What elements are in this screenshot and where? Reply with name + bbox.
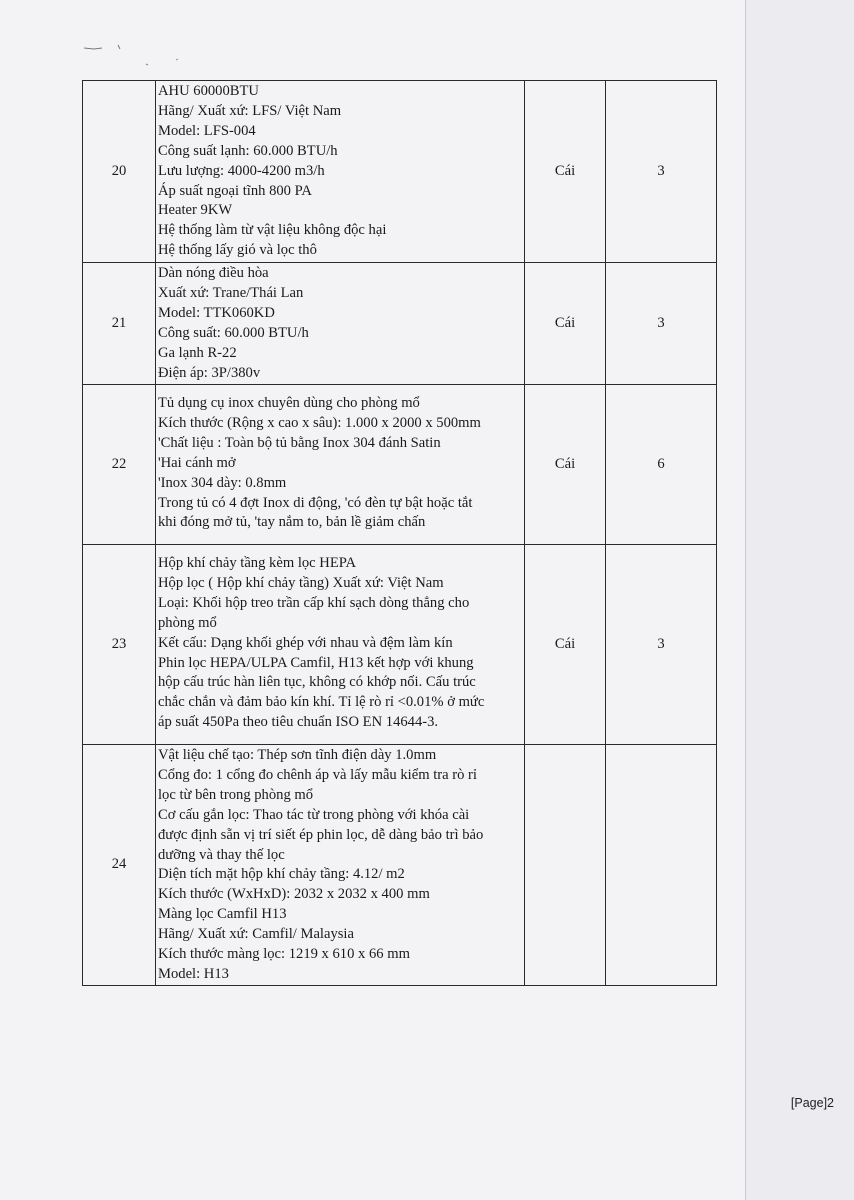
desc-line: Kích thước (Rộng x cao x sâu): 1.000 x 2000 x 500mm bbox=[158, 414, 481, 431]
desc-line: chắc chắn và đảm bảo kín khí. Tỉ lệ rò rỉ <0.01% ở mức bbox=[158, 694, 485, 711]
desc-line: Dàn nóng điều hòa bbox=[158, 265, 269, 281]
equipment-table bbox=[82, 80, 717, 986]
desc-line: Model: TTK060KD bbox=[158, 304, 275, 321]
desc-line: Diện tích mặt hộp khí chảy tầng: 4.12/ m2 bbox=[158, 866, 405, 883]
row-quantity: 3 bbox=[606, 263, 717, 385]
desc-line: Ga lạnh R-22 bbox=[158, 344, 237, 361]
page-margin-shade bbox=[746, 0, 854, 1200]
desc-line: Công suất lạnh: 60.000 BTU/h bbox=[158, 142, 338, 159]
row-unit: Cái bbox=[525, 545, 606, 745]
row-quantity bbox=[606, 745, 717, 986]
desc-line: khi đóng mở tủ, 'tay nắm to, bản lề giảm chấn bbox=[158, 514, 426, 531]
page-edge-line bbox=[745, 0, 746, 1200]
desc-line: 'Hai cánh mở bbox=[158, 454, 236, 471]
row-number: 24 bbox=[83, 745, 156, 986]
row-unit: Cái bbox=[525, 81, 606, 263]
row-number: 22 bbox=[83, 385, 156, 545]
desc-line: Heater 9KW bbox=[158, 202, 233, 219]
row-number: 23 bbox=[83, 545, 156, 745]
desc-line: Hãng/ Xuất xứ: LFS/ Việt Nam bbox=[158, 102, 342, 119]
desc-line: Cơ cấu gắn lọc: Thao tác từ trong phòng với khóa cài bbox=[158, 806, 470, 823]
desc-line: Điện áp: 3P/380v bbox=[158, 364, 261, 381]
desc-line: Áp suất ngoại tĩnh 800 PA bbox=[158, 182, 312, 199]
row-number: 21 bbox=[83, 263, 156, 385]
row-description bbox=[156, 81, 525, 263]
row-quantity: 3 bbox=[606, 545, 717, 745]
desc-line: Tủ dụng cụ inox chuyên dùng cho phòng mổ bbox=[158, 395, 420, 411]
desc-line: Hãng/ Xuất xứ: Camfil/ Malaysia bbox=[158, 926, 354, 943]
row-description bbox=[156, 545, 525, 745]
row-quantity: 3 bbox=[606, 81, 717, 263]
desc-line: được định sẵn vị trí siết ép phin lọc, dễ dàng bảo trì bảo bbox=[158, 826, 484, 843]
row-number: 20 bbox=[83, 81, 156, 263]
desc-line: Cổng đo: 1 cổng đo chênh áp và lấy mẫu kiểm tra rò rỉ bbox=[158, 766, 477, 783]
desc-line: Kích thước (WxHxD): 2032 x 2032 x 400 mm bbox=[158, 886, 430, 903]
row-description bbox=[156, 263, 525, 385]
desc-line: Hệ thống lấy gió và lọc thô bbox=[158, 242, 317, 259]
row-unit: Cái bbox=[525, 263, 606, 385]
desc-line: lọc từ bên trong phòng mổ bbox=[158, 786, 314, 803]
desc-line: Lưu lượng: 4000-4200 m3/h bbox=[158, 162, 325, 179]
desc-line: Vật liệu chế tạo: Thép sơn tĩnh điện dày 1.0mm bbox=[158, 747, 437, 763]
desc-line: Công suất: 60.000 BTU/h bbox=[158, 324, 309, 341]
desc-line: Kích thước màng lọc: 1219 x 610 x 66 mm bbox=[158, 946, 410, 963]
desc-line: 'Chất liệu : Toàn bộ tủ bằng Inox 304 đánh Satin bbox=[158, 434, 441, 451]
desc-line: Model: LFS-004 bbox=[158, 122, 256, 139]
desc-line: Hộp lọc ( Hộp khí chảy tầng) Xuất xứ: Việt Nam bbox=[158, 574, 444, 591]
table-row bbox=[83, 385, 717, 545]
desc-line: Model: H13 bbox=[158, 965, 229, 982]
table-row bbox=[83, 81, 717, 263]
desc-line: dưỡng và thay thế lọc bbox=[158, 846, 285, 863]
desc-line: 'Inox 304 dày: 0.8mm bbox=[158, 474, 287, 491]
row-description bbox=[156, 745, 525, 986]
page-number: [Page]2 bbox=[790, 1096, 834, 1110]
desc-line: Kết cấu: Dạng khối ghép với nhau và đệm làm kín bbox=[158, 634, 453, 651]
desc-line: AHU 60000BTU bbox=[158, 83, 259, 99]
desc-line: Hộp khí chảy tầng kèm lọc HEPA bbox=[158, 555, 357, 571]
row-quantity: 6 bbox=[606, 385, 717, 545]
desc-line: Hệ thống làm từ vật liệu không độc hại bbox=[158, 222, 387, 239]
table-row bbox=[83, 263, 717, 385]
desc-line: áp suất 450Pa theo tiêu chuẩn ISO EN 14644-3. bbox=[158, 714, 439, 731]
table-row bbox=[83, 745, 717, 986]
desc-line: Xuất xứ: Trane/Thái Lan bbox=[158, 284, 304, 301]
desc-line: phòng mổ bbox=[158, 614, 217, 631]
scan-marks bbox=[80, 42, 200, 72]
row-unit: Cái bbox=[525, 385, 606, 545]
desc-line: Loại: Khối hộp treo trần cấp khí sạch dòng thẳng cho bbox=[158, 594, 470, 611]
row-unit bbox=[525, 745, 606, 986]
desc-line: hộp cấu trúc hàn liên tục, không có khớp nối. Cấu trúc bbox=[158, 674, 476, 691]
desc-line: Màng lọc Camfil H13 bbox=[158, 906, 287, 923]
row-description bbox=[156, 385, 525, 545]
desc-line: Trong tủ có 4 đợt Inox di động, 'có đèn tự bật hoặc tắt bbox=[158, 494, 473, 511]
desc-line: Phin lọc HEPA/ULPA Camfil, H13 kết hợp với khung bbox=[158, 654, 474, 671]
table-row bbox=[83, 545, 717, 745]
